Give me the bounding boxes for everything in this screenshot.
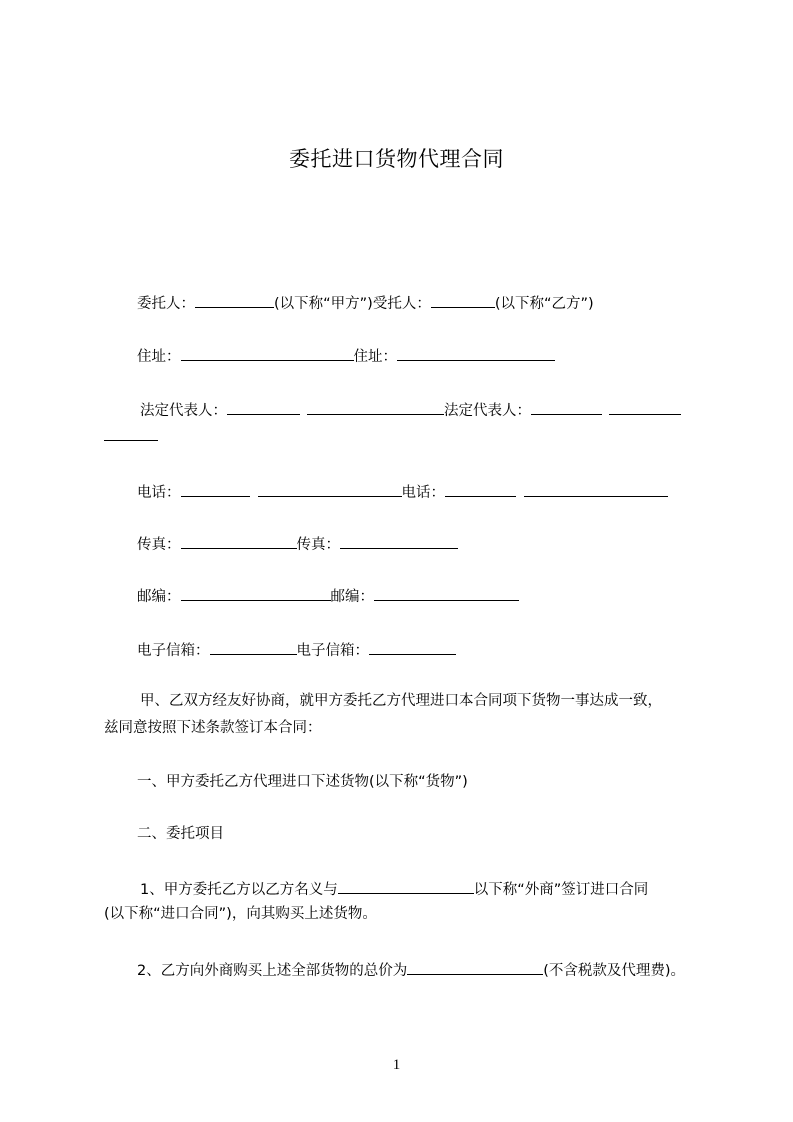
client-email-blank[interactable] — [210, 640, 297, 655]
clause-2-item-1-suffix: 以下称“外商”签订进口合同 — [473, 882, 649, 898]
intro-line-1: 甲、乙双方经友好协商，就甲方委托乙方代理进口本合同项下货物一事达成一致， — [140, 693, 662, 709]
agent-zip-label: 邮编： — [330, 589, 374, 605]
agent-email-label: 电子信箱： — [296, 643, 369, 659]
client-name-blank[interactable] — [195, 293, 274, 308]
agent-phone-blank-1[interactable] — [445, 482, 516, 497]
page-number: 1 — [392, 1057, 401, 1073]
agent-address-label: 住址： — [353, 349, 397, 365]
total-price-blank[interactable] — [407, 960, 543, 975]
agent-rep-blank-1[interactable] — [531, 400, 602, 415]
clause-2-item-1-prefix: 1、甲方委托乙方以乙方名义与 — [140, 882, 338, 898]
client-phone-blank-1[interactable] — [181, 482, 250, 497]
agent-fax-blank[interactable] — [340, 534, 458, 549]
document-title: 委托进口货物代理合同 — [289, 147, 504, 171]
agent-suffix: (以下称“乙方”) — [494, 296, 594, 312]
phone-line — [137, 482, 668, 502]
agent-email-blank[interactable] — [369, 640, 456, 655]
representative-line — [140, 400, 681, 420]
client-suffix: (以下称“甲方”) — [274, 296, 373, 312]
client-zip-blank[interactable] — [181, 586, 331, 601]
client-label: 委托人： — [137, 296, 195, 312]
party-names-line — [137, 293, 594, 313]
clause-2-item-1-line-2: (以下称“进口合同”)，向其购买上述货物。 — [104, 906, 377, 922]
agent-phone-blank-2[interactable] — [524, 482, 668, 497]
clause-2-item-1 — [140, 879, 648, 899]
client-rep-blank-2[interactable] — [307, 400, 444, 415]
agent-fax-label: 传真： — [296, 537, 340, 553]
client-fax-label: 传真： — [137, 537, 181, 553]
representative-line-wrap — [104, 426, 158, 446]
zip-line — [137, 586, 519, 606]
client-rep-label: 法定代表人： — [140, 403, 227, 419]
client-phone-label: 电话： — [137, 485, 181, 501]
clause-2-item-2-prefix: 2、乙方向外商购买上述全部货物的总价为 — [137, 963, 408, 979]
client-address-label: 住址： — [137, 349, 181, 365]
email-line — [137, 640, 456, 660]
client-rep-blank-1[interactable] — [227, 400, 300, 415]
foreign-vendor-blank[interactable] — [338, 879, 474, 894]
agent-name-blank[interactable] — [431, 293, 495, 308]
intro-line-2: 兹同意按照下述条款签订本合同： — [104, 720, 322, 736]
agent-rep-label: 法定代表人： — [444, 403, 531, 419]
address-line — [137, 346, 555, 366]
client-zip-label: 邮编： — [137, 589, 181, 605]
agent-address-blank[interactable] — [397, 346, 555, 361]
agent-label: 受托人： — [372, 296, 431, 312]
clause-2-item-2-suffix: (不含税款及代理费)。 — [543, 963, 686, 979]
client-phone-blank-2[interactable] — [258, 482, 402, 497]
clause-1: 一、甲方委托乙方代理进口下述货物(以下称“货物”) — [137, 774, 468, 790]
client-email-label: 电子信箱： — [137, 643, 210, 659]
fax-line — [137, 534, 458, 554]
client-fax-blank[interactable] — [181, 534, 297, 549]
agent-zip-blank[interactable] — [374, 586, 519, 601]
clause-2-heading: 二、委托项目 — [137, 826, 224, 842]
client-address-blank[interactable] — [181, 346, 354, 361]
clause-2-item-2 — [137, 960, 685, 980]
agent-rep-blank-3[interactable] — [104, 426, 158, 441]
agent-rep-blank-2[interactable] — [609, 400, 681, 415]
agent-phone-label: 电话： — [401, 485, 445, 501]
